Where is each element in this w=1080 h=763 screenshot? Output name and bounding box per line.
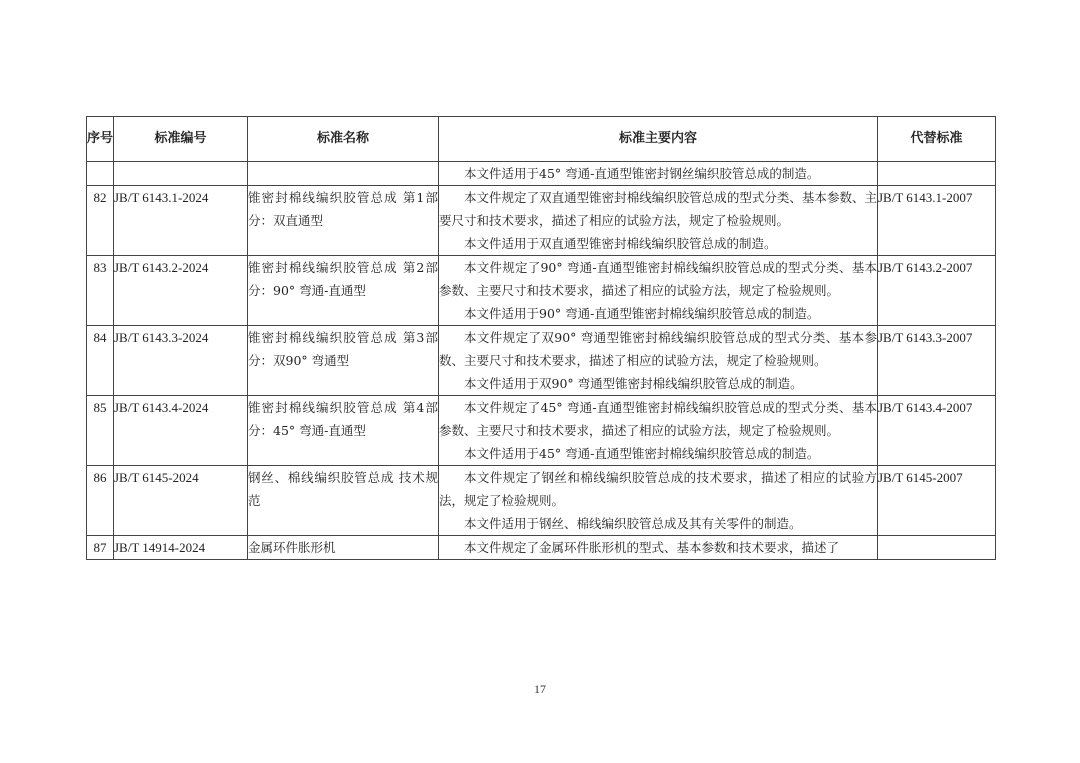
header-code: 标准编号 [114,117,248,162]
table-row [87,256,996,326]
standard-name: 锥密封棉线编织胶管总成 第1部分：双直通型 [248,186,439,256]
standard-code: JB/T 6143.2-2024 [114,256,248,326]
replaced-standard [878,536,996,560]
content-scope: 本文件规定了90° 弯通-直通型锥密封棉线编织胶管总成的型式分类、基本参数、主要尺寸和技术要求，描述了相应的试验方法，规定了检验规则。 [439,260,877,298]
content-applicability: 本文件适用于90° 弯通-直通型锥密封棉线编织胶管总成的制造。 [464,306,820,321]
row-number: 83 [87,256,114,326]
header-seq: 序号 [87,117,114,162]
standard-code: JB/T 6143.1-2024 [114,186,248,256]
table-row [87,536,996,560]
standard-name: 金属环件胀形机 [248,536,439,560]
content-text: 本文件适用于45° 弯通-直通型锥密封钢丝编织胶管总成的制造。 [464,166,820,181]
standards-table [86,116,996,560]
table-row [87,466,996,536]
row-number: 84 [87,326,114,396]
replaced-standard: JB/T 6143.1-2007 [878,186,996,256]
standard-content [439,396,878,466]
row-number: 82 [87,186,114,256]
standard-content [439,256,878,326]
standard-name: 锥密封棉线编织胶管总成 第4部分：45° 弯通-直通型 [248,396,439,466]
row-number: 87 [87,536,114,560]
replaced-standard: JB/T 6143.2-2007 [878,256,996,326]
standard-content [439,326,878,396]
standard-code: JB/T 6145-2024 [114,466,248,536]
table-row [87,186,996,256]
header-name: 标准名称 [248,117,439,162]
content-applicability: 本文件适用于双90° 弯通型锥密封棉线编织胶管总成的制造。 [464,376,803,391]
header-content: 标准主要内容 [439,117,878,162]
row-number: 85 [87,396,114,466]
content-scope: 本文件规定了双直通型锥密封棉线编织胶管总成的型式分类、基本参数、主要尺寸和技术要求，描述了相应的试验方法，规定了检验规则。 [439,190,877,228]
content-scope: 本文件规定了45° 弯通-直通型锥密封棉线编织胶管总成的型式分类、基本参数、主要尺寸和技术要求，描述了相应的试验方法，规定了检验规则。 [439,400,877,438]
replaced-standard: JB/T 6143.4-2007 [878,396,996,466]
standard-code: JB/T 6143.4-2024 [114,396,248,466]
standard-content [439,536,878,560]
content-applicability: 本文件适用于双直通型锥密封棉线编织胶管总成的制造。 [464,236,777,251]
row-number: 86 [87,466,114,536]
table-header-row [87,117,996,162]
table-row [87,326,996,396]
standard-content [439,186,878,256]
standard-code: JB/T 6143.3-2024 [114,326,248,396]
content-applicability: 本文件适用于45° 弯通-直通型锥密封棉线编织胶管总成的制造。 [464,446,820,461]
standard-name: 锥密封棉线编织胶管总成 第2部分：90° 弯通-直通型 [248,256,439,326]
content-scope: 本文件规定了钢丝和棉线编织胶管总成的技术要求，描述了相应的试验方法，规定了检验规则。 [439,470,877,508]
table-row-continuation [87,162,996,186]
replaced-standard: JB/T 6143.3-2007 [878,326,996,396]
standard-content [439,466,878,536]
header-replace: 代替标准 [878,117,996,162]
replaced-standard: JB/T 6145-2007 [878,466,996,536]
standard-name: 锥密封棉线编织胶管总成 第3部分：双90° 弯通型 [248,326,439,396]
table-row [87,396,996,466]
content-scope: 本文件规定了金属环件胀形机的型式、基本参数和技术要求，描述了 [464,540,840,555]
content-scope: 本文件规定了双90° 弯通型锥密封棉线编织胶管总成的型式分类、基本参数、主要尺寸和技术要求，描述了相应的试验方法，规定了检验规则。 [439,330,877,368]
standard-name: 钢丝、棉线编织胶管总成 技术规范 [248,466,439,536]
content-applicability: 本文件适用于钢丝、棉线编织胶管总成及其有关零件的制造。 [464,516,802,531]
standard-code: JB/T 14914-2024 [114,536,248,560]
page-number: 17 [534,682,546,696]
